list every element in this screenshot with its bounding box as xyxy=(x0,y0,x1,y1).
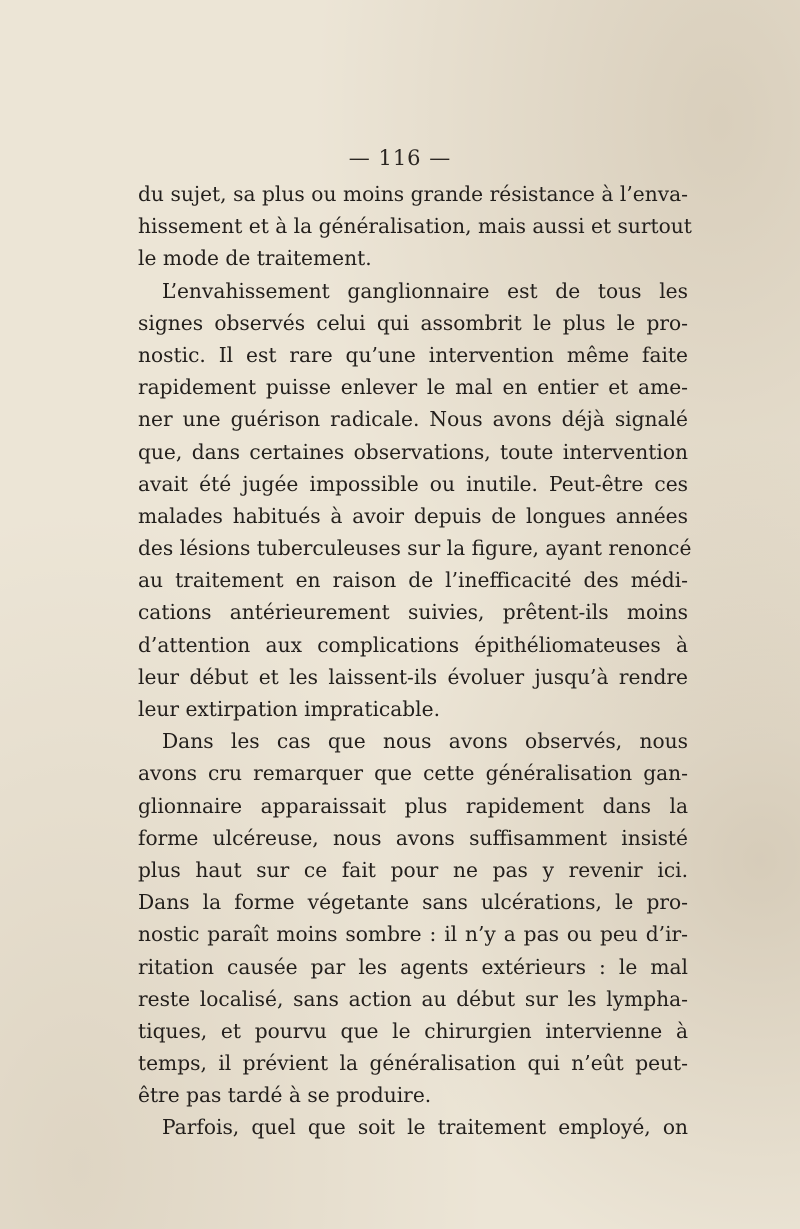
text-line: temps, il prévient la généralisation qui n’eût peut- xyxy=(138,1051,688,1076)
text-line: le mode de traitement. xyxy=(138,246,372,271)
body-text xyxy=(138,178,692,1144)
text-line: nostic paraît moins sombre : il n’y a pas ou peu d’ir- xyxy=(138,922,688,947)
text-line: glionnaire apparaissait plus rapidement dans la xyxy=(138,793,688,818)
text-line: être pas tardé à se produire. xyxy=(138,1083,432,1108)
text-line: signes observés celui qui assombrit le plus le pro- xyxy=(138,310,688,335)
text-line: forme ulcéreuse, nous avons suffisamment insisté xyxy=(138,825,688,850)
text-line: ritation causée par les agents extérieurs : le mal xyxy=(138,954,688,979)
text-line: au traitement en raison de l’inefficacité des médi- xyxy=(138,568,688,593)
text-line: Dans les cas que nous avons observés, nous xyxy=(162,729,688,754)
text-line: avons cru remarquer que cette généralisation gan- xyxy=(138,761,688,786)
text-line: d’attention aux complications épithéliomateuses à xyxy=(138,632,688,657)
text-line: reste localisé, sans action au début sur les lympha- xyxy=(138,986,688,1011)
page-number: — 116 — xyxy=(348,146,452,170)
text-line: du sujet, sa plus ou moins grande résistance à l’enva- xyxy=(138,182,688,206)
text-line: cations antérieurement suivies, prêtent-ils moins xyxy=(138,600,688,625)
text-line: tiques, et pourvu que le chirurgien intervienne à xyxy=(138,1018,688,1043)
text-line: malades habitués à avoir depuis de longues années xyxy=(138,503,688,528)
text-line: L’envahissement ganglionnaire est de tous les xyxy=(162,278,688,303)
text-line: leur début et les laissent-ils évoluer jusqu’à rendre xyxy=(138,664,688,689)
text-line: hissement et à la généralisation, mais aussi et surtout xyxy=(138,214,692,239)
text-line: que, dans certaines observations, toute intervention xyxy=(138,439,688,464)
text-line: plus haut sur ce fait pour ne pas y revenir ici. xyxy=(138,857,688,882)
text-line: des lésions tuberculeuses sur la figure, ayant renoncé xyxy=(138,536,692,561)
text-line: Parfois, quel que soit le traitement employé, on xyxy=(162,1115,688,1140)
text-line: Dans la forme végetante sans ulcérations, le pro- xyxy=(138,890,688,915)
text-line: rapidement puisse enlever le mal en entier et ame- xyxy=(138,375,688,400)
text-line: ner une guérison radicale. Nous avons déjà signalé xyxy=(138,407,688,432)
text-line: avait été jugée impossible ou inutile. Peut-être ces xyxy=(138,471,688,496)
text-line: nostic. Il est rare qu’une intervention même faite xyxy=(138,342,688,367)
text-line: leur extirpation impraticable. xyxy=(138,697,440,721)
